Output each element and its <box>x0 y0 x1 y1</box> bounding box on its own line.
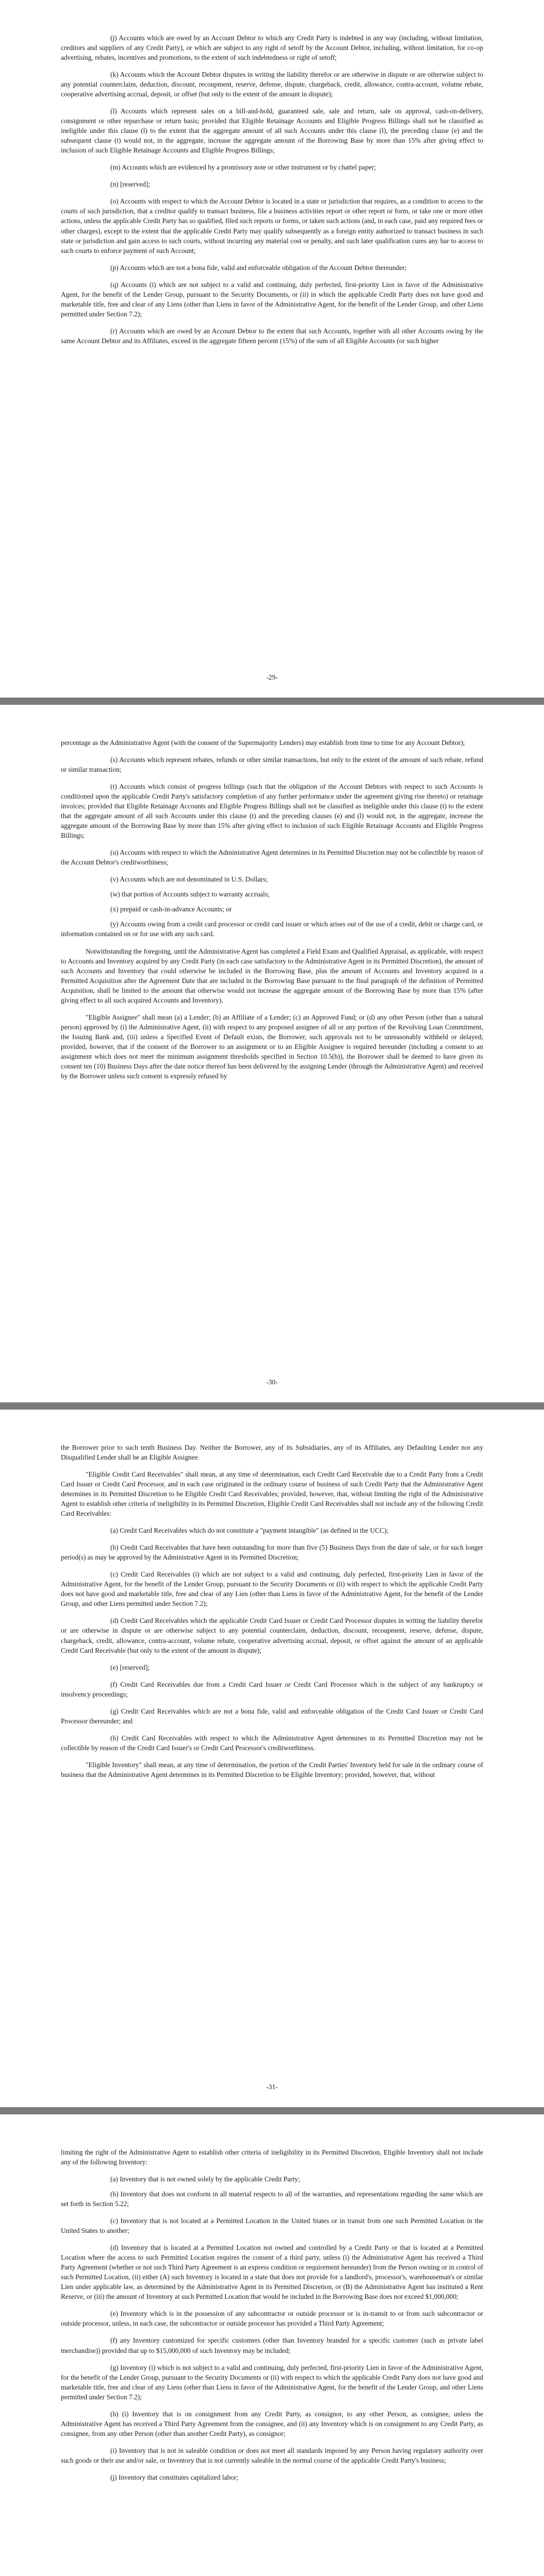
inventory-clause-j: (j) Inventory that constitutes capitalized labor; <box>110 2473 239 2481</box>
inventory-clause-i: (i) Inventory that is not in saleable condition or does not meet all standards imposed by any Person having regulatory authority over such goods or their use and/or sale, or Inventory that is not currently saleable in the normal course of the applicable Credit Party's business; <box>61 2446 483 2464</box>
eligible-accounts-clause-t: (t) Accounts which consist of progress billings (such that the obligation of the Account Debtors with respect to such Accounts is conditioned upon the applicable Credit Party's satisfactory completion of any further performance under the agreement giving rise thereto) or retainage invoices; provided that Eligible Retainage Accounts and Eligible Progress Billings shall not be classified as ineligible under this clause (t) to the extent that the aggregate amount of all such Accounts under this clause (t) and the preceding clauses (e) and (l) would not, in the aggregate, increase the aggregate amount of the Borrowing Base by more than 15% after giving effect to inclusion of such Eligible Retainage Accounts and Eligible Progress Billings; <box>61 783 483 840</box>
credit-card-clause-a: (a) Credit Card Receivables which do not constitute a "payment intangible" (as defined in the UCC); <box>110 1527 389 1535</box>
credit-card-clause-f: (f) Credit Card Receivables due from a Credit Card Issuer or Credit Card Processor which is the subject of any bankruptcy or insolvency proceedings; <box>61 1680 483 1698</box>
eligible-accounts-clause-m: (m) Accounts which are evidenced by a promissory note or other instrument or by chattel paper; <box>110 163 376 172</box>
document-page <box>0 0 544 698</box>
inventory-clause-h: (h) (i) Inventory that is on consignment from any Credit Party, as consignor, to any other Person, as consignee, unless the Administrative Agent has received a Third Party Agreement from the consignee, and (ii) any Inventory which is on consignment to any Credit Party, as consignee, from any other Person (other than another Credit Party), as consignor; <box>61 2410 483 2437</box>
continued-paragraph: limiting the right of the Administrative Agent to establish other criteria of ineligibility in its Permitted Discretion, Eligible Inventory shall not include any of the following Inventory: <box>61 2148 483 2166</box>
inventory-clause-c: (c) Inventory that is not located at a Permitted Location in the United States or in transit from one such Permitted Location in the United States to another; <box>61 2217 483 2235</box>
page-number: -31- <box>266 2082 278 2091</box>
definition-eligible-credit-card-receivables: "Eligible Credit Card Receivables" shall mean, at any time of determination, each Credit Card Receivable due to a Credit Party from a Credit Card Issuer or Credit Card Processor, and in each case originated in the ordinary course of business of such Credit Party that the Administrative Agent determines in its Permitted Discretion to be Eligible Credit Card Receivables; provided, however, that, without limiting the right of the Administrative Agent to establish other criteria of ineligibility in its Permitted Discretion, Eligible Credit Card Receivables shall not include any of the following Credit Card Receivables: <box>61 1470 483 1518</box>
credit-card-clause-g: (g) Credit Card Receivables which are not a bona fide, valid and enforceable obligation of the Credit Card Issuer or Credit Card Processor thereunder; and <box>61 1707 483 1725</box>
eligible-accounts-clause-s: (s) Accounts which represent rebates, refunds or other similar transactions, but only to the extent of the amount of such rebate, refund or similar transaction; <box>61 756 483 774</box>
eligible-accounts-clause-y: (y) Accounts owing from a credit card processor or credit card issuer or which arises out of the use of a credit, debit or charge card, or information contained on or for use with any such card. <box>61 920 483 938</box>
document-page <box>0 705 544 1402</box>
eligible-accounts-clause-j: (j) Accounts which are owed by an Account Debtor to which any Credit Party is indebted in any way (including, without limitation, creditors and suppliers of any Credit Party), or which are subject to any right of setoff by the Account Debtor, including, without limitation, for co-op advertising, rebates, incentives and promotions, to the extent of such indebtedness or right of setoff; <box>61 34 483 62</box>
eligible-accounts-clause-w: (w) that portion of Accounts subject to warranty accruals; <box>110 890 270 899</box>
eligible-accounts-clause-k: (k) Accounts which the Account Debtor disputes in writing the liability therefor or are otherwise in dispute or are otherwise subject to any potential counterclaim, deduction, discount, recoupment, reserve, defense, dispute, chargeback, credit, allowance, contra-account, volume rebate, cooperative advertising accrual, deposit, or offset (but only to the extent of the amount in dispute); <box>61 71 483 98</box>
credit-card-clause-e: (e) [reserved]; <box>110 1663 150 1671</box>
eligible-accounts-clause-n: (n) [reserved]; <box>110 180 150 189</box>
eligible-accounts-clause-v: (v) Accounts which are not denominated in U.S. Dollars; <box>110 875 268 884</box>
inventory-clause-e: (e) Inventory which is in the possession of any subcontractor or outside processor or is in-transit to or from such subcontractor or outside processor, unless, in each case, the subcontractor or outside processor has provided a Third Party Agreement; <box>61 2310 483 2328</box>
inventory-clause-f: (f) any Inventory customized for specific customers (other than Inventory branded for a specific customer (such as private label merchandise)) provided that up to $15,000,000 of such Inventory may be included; <box>61 2336 483 2354</box>
credit-card-clause-b: (b) Credit Card Receivables that have been outstanding for more than five (5) Business Days from the date of sale, or for such longer period(s) as may be approved by the Administrative Agent in its Permitted Discretion; <box>61 1544 483 1562</box>
continued-paragraph: the Borrower prior to such tenth Business Day. Neither the Borrower, any of its Subsidiaries, any of its Affiliates, any Defaulting Lender nor any Disqualified Lender shall be an Eligible Assignee. <box>61 1444 483 1462</box>
eligible-accounts-clause-u: (u) Accounts with respect to which the Administrative Agent determines in its Permitted Discretion may not be collectible by reason of the Account Debtor's creditworthiness; <box>61 849 483 867</box>
page-number: -29- <box>266 673 278 681</box>
inventory-clause-b: (b) Inventory that does not conform in all material respects to all of the warranties, and representations regarding the same which are set forth in Section 5.22; <box>61 2190 483 2208</box>
eligible-accounts-clause-q: (q) Accounts (i) which are not subject to a valid and continuing, duly perfected, first-priority Lien in favor of the Administrative Agent, for the benefit of the Lender Group, pursuant to the Security Documents, or (ii) in which the applicable Credit Party does not have good and marketable title, free and clear of any Liens (other than Liens in favor of the Administrative Agent, for the benefit of the Lender Group, and other Liens permitted under Section 7.2); <box>61 280 483 318</box>
inventory-clause-a: (a) Inventory that is not owned solely by the applicable Credit Party; <box>110 2175 300 2183</box>
credit-card-clause-d: (d) Credit Card Receivables which the applicable Credit Card Issuer or Credit Card Processor disputes in writing the liability therefor or are otherwise in dispute or are otherwise subject to any potential counterclaim, deduction, discount, recoupment, reserve, defense, dispute, chargeback, credit, allowance, contra-account, volume rebate, cooperative advertising accrual, deposit, or offset against the amount of an applicable Credit Card Receivable (but only to the extent of the amount in dispute); <box>61 1617 483 1654</box>
definition-eligible-assignee: "Eligible Assignee" shall mean (a) a Lender; (b) an Affiliate of a Lender; (c) an Approved Fund; or (d) any other Person (other than a natural person) approved by (i) the Administrative Agent, (ii) with respect to any proposed assignee of all or any portion of the Revolving Loan Commitment, the Issuing Bank and, (iii) unless a Specified Event of Default exists, the Borrower, such approvals not to be unreasonably withheld or delayed; provided, however, that if the consent of the Borrower to an assignment or to an Eligible Assignee is required hereunder (including a consent to an assignment which does not meet the minimum assignment thresholds specified in Section 10.5(b)), the Borrower shall be deemed to have given its consent ten (10) Business Days after the date notice thereof has been delivered by the assigning Lender (through the Administrative Agent) and received by the Borrower unless such consent is expressly refused by <box>61 1013 483 1080</box>
credit-card-clause-h: (h) Credit Card Receivables with respect to which the Administrative Agent determines in its Permitted Discretion may not be collectible by reason of the Credit Card Issuer's or Credit Card Processor's creditworthiness. <box>61 1734 483 1752</box>
page-number: -30- <box>266 1378 278 1386</box>
credit-card-clause-c: (c) Credit Card Receivables (i) which are not subject to a valid and continuing, duly perfected, first-priority Lien in favor of the Administrative Agent, for the benefit of the Lender Group, pursuant to the Security Documents or (ii) with respect to which the applicable Credit Party does not have good and marketable title, free and clear of any Lien (other than Liens in favor of the Administrative Agent, for the benefit of the Lender Group, and other Liens permitted under Section 7.2); <box>61 1570 483 1608</box>
inventory-clause-g: (g) Inventory (i) which is not subject to a valid and continuing, duly perfected, first-priority Lien in favor of the Administrative Agent, for the benefit of the Lender Group, pursuant to the Security Documents or (ii) with respect to which the applicable Credit Party does not have good and marketable title, free and clear of any Liens (other than Liens in favor of the Administrative Agent, for the benefit of the Lender Group, and other Liens permitted under Section 7.2); <box>61 2363 483 2401</box>
definition-eligible-inventory: "Eligible Inventory" shall mean, at any time of determination, the portion of the Credit Parties' Inventory held for sale in the ordinary course of business that the Administrative Agent determines in its Permitted Discretion to be Eligible Inventory; provided, however, that, without <box>61 1760 483 1778</box>
document-page <box>0 2114 544 2576</box>
document-page <box>0 1410 544 2107</box>
eligible-accounts-clause-x: (x) prepaid or cash-in-advance Accounts; or <box>110 905 232 913</box>
eligible-accounts-clause-p: (p) Accounts which are not a bona fide, valid and enforceable obligation of the Account Debtor thereunder; <box>110 263 407 272</box>
inventory-clause-d: (d) Inventory that is located at a Permitted Location not owned and controlled by a Credit Party or that is located at a Permitted Location where the access to such Permitted Location requires the consent of a third party, unless (i) the Administrative Agent has received a Third Party Agreement (whether or not such Third Party Agreement is an express condition or requirement hereunder) from the Person owning or in control of such Permitted Location, (ii) either (A) such Inventory is located in a state that does not provide for a landlord's, processor's, warehouseman's or similar Lien under applicable law, as determined by the Administrative Agent in its Permitted Discretion, or (B) the Administrative Agent has instituted a Rent Reserve, or (iii) the amount of Inventory at such Permitted Location that would be included in the Borrowing Base does not exceed $1,000,000; <box>61 2244 483 2301</box>
notwithstanding-paragraph: Notwithstanding the foregoing, until the Administrative Agent has completed a Field Exam and Qualified Appraisal, as applicable, with respect to Accounts and Inventory acquired by any Credit Party (in each case satisfactory to the Administrative Agent in its Permitted Discretion), the amount of such Accounts and Inventory that could otherwise be included in the Borrowing Base, plus the amount of Accounts and Inventory acquired in a Permitted Acquisition after the Agreement Date that are included in the Borrowing Base pursuant to the final paragraph of the definition of Permitted Acquisition, shall be limited to the amount that otherwise would not increase the aggregate amount of the Borrowing Base by more than 15% (after giving effect to all such acquired Accounts and Inventory). <box>61 947 483 1004</box>
continued-paragraph: percentage as the Administrative Agent (with the consent of the Supermajority Lenders) may establish from time to time for any Account Debtor); <box>61 739 465 747</box>
eligible-accounts-clause-l: (l) Accounts which represent sales on a bill-and-hold, guaranteed sale, sale and return, sale on approval, cash-on-delivery, consignment or other repurchase or return basis; provided that Eligible Retainage Accounts and Eligible Progress Billings shall not be classified as ineligible under this clause (l) to the extent that the aggregate amount of all such Accounts under this clause (l), the preceding clause (e) and the subsequent clause (t) would not, in the aggregate, increase the aggregate amount of the Borrowing Base by more than 15% after giving effect to inclusion of such Eligible Retainage Accounts and Eligible Progress Billings; <box>61 107 483 155</box>
eligible-accounts-clause-o: (o) Accounts with respect to which the Account Debtor is located in a state or jurisdiction that requires, as a condition to access to the courts of such jurisdiction, that a creditor qualify to transact business, file a business activities report or other report or form, or take one or more other actions, unless the applicable Credit Party has so qualified, filed such reports or forms, or taken such actions (and, in each case, paid any required fees or other charges), except to the extent that the applicable Credit Party may qualify subsequently as a foreign entity authorized to transact business in such state or jurisdiction and gain access to such courts, without incurring any material cost or penalty, and such later qualification cures any bar to access to such courts to enforce payment of such Account; <box>61 197 483 255</box>
eligible-accounts-clause-r: (r) Accounts which are owed by an Account Debtor to the extent that such Accounts, together with all other Accounts owing by the same Account Debtor and its Affiliates, exceed in the aggregate fifteen percent (15%) of the sum of all Eligible Accounts (or such higher <box>61 327 483 345</box>
